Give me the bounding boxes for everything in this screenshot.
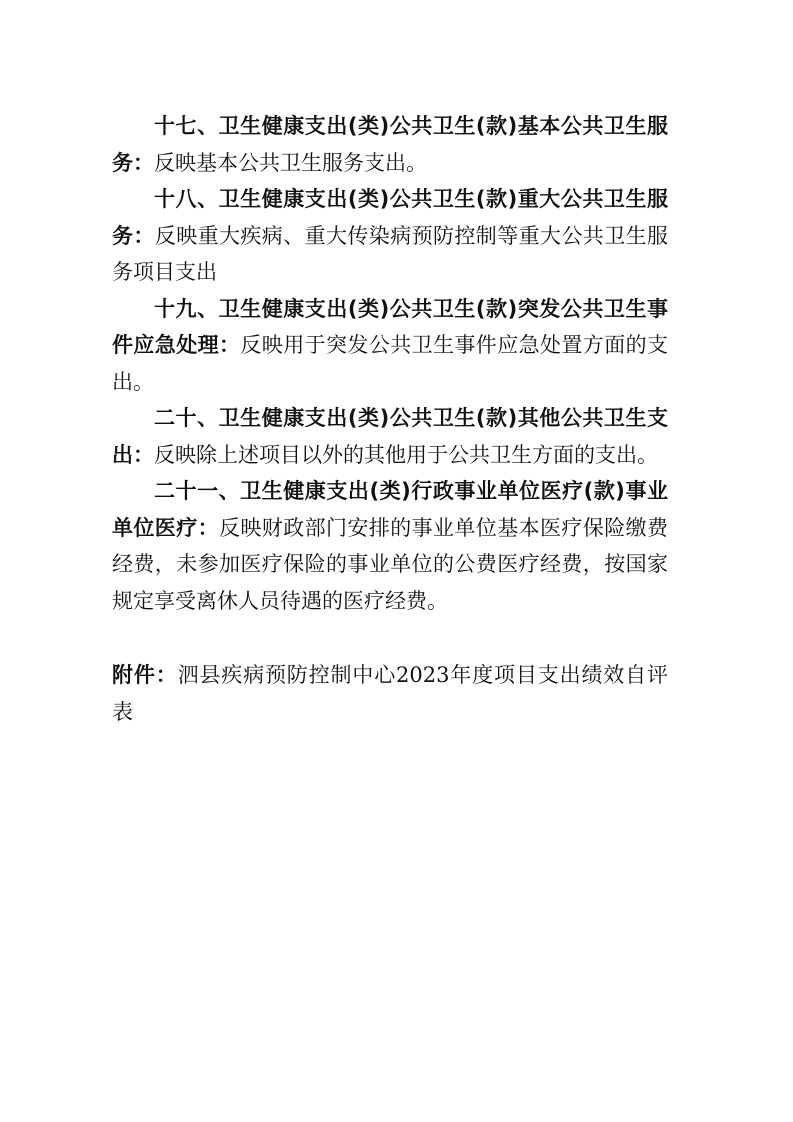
paragraph-text: 反映财政部门安排的事业单位基本医疗保险缴费经费，未参加医疗保险的事业单位的公费医疗经费，按国家规定享受离休人员待遇的医疗经费。 (112, 515, 668, 613)
paragraph-heading: 十七、卫生健康支出(类)公共卫生(款)基本公共卫生服务： (112, 114, 668, 175)
paragraph-text: 反映重大疾病、重大传染病预防控制等重大公共卫生服务项目支出 (112, 223, 669, 284)
paragraph-heading: 十八、卫生健康支出(类)公共卫生(款)重大公共卫生服务： (112, 187, 668, 248)
paragraph-20 (112, 400, 668, 473)
paragraph-heading: 二十一、卫生健康支出(类)行政事业单位医疗(款)事业单位医疗： (112, 479, 668, 540)
paragraph-19 (112, 291, 668, 401)
attachment-text: 泗县疾病预防控制中心2023年度项目支出绩效自评表 (112, 663, 669, 724)
paragraph-21 (112, 473, 668, 619)
document-body (112, 108, 668, 730)
paragraph-17 (112, 108, 668, 181)
paragraph-text: 反映基本公共卫生服务支出。 (154, 150, 427, 175)
paragraph-text: 反映除上述项目以外的其他用于公共卫生方面的支出。 (154, 442, 658, 467)
paragraph-text: 反映用于突发公共卫生事件应急处置方面的支出。 (112, 333, 669, 394)
attachment-label: 附件： (112, 663, 178, 687)
paragraph-heading: 二十、卫生健康支出(类)公共卫生(款)其他公共卫生支出： (112, 406, 668, 467)
attachment-line (112, 657, 668, 730)
paragraph-heading: 十九、卫生健康支出(类)公共卫生(款)突发公共卫生事件应急处理： (112, 296, 668, 357)
paragraph-18 (112, 181, 668, 291)
